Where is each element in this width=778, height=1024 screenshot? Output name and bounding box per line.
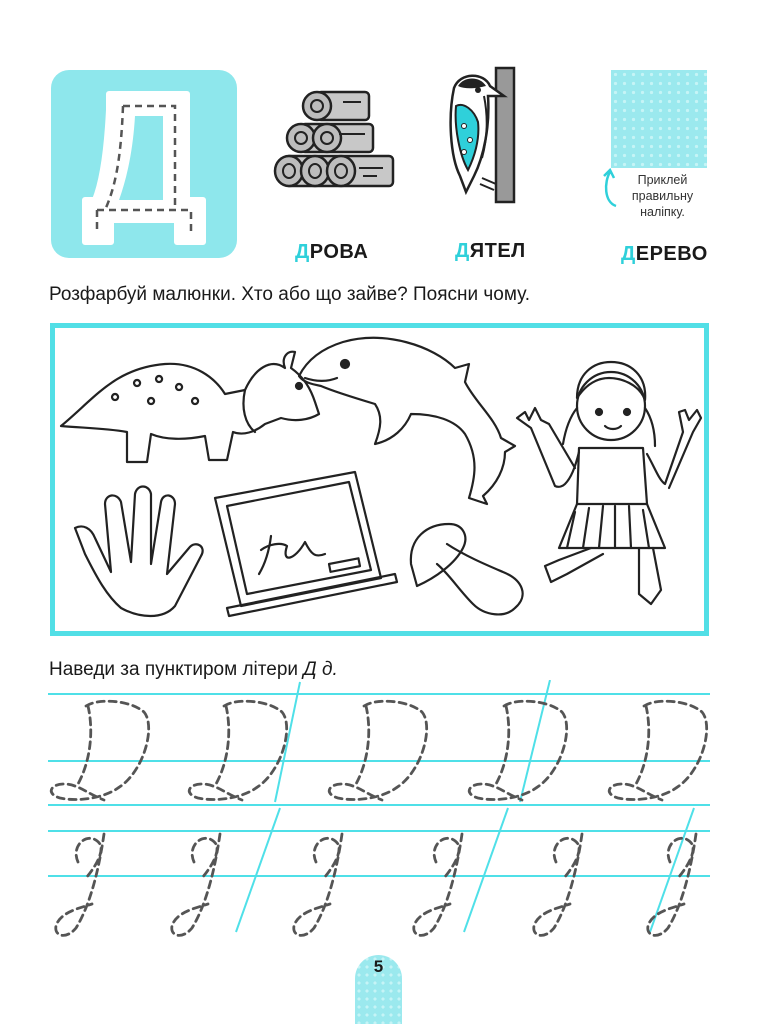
tracing-area	[0, 680, 778, 940]
trace-instruction	[49, 659, 338, 681]
trace-letters: Д д.	[303, 659, 338, 680]
word-first-letter: Д	[295, 241, 310, 263]
word-rest: ЯТЕЛ	[469, 240, 526, 262]
sticker-placeholder[interactable]	[611, 70, 707, 168]
coloring-pictures	[55, 328, 704, 631]
letter-tile	[51, 70, 237, 258]
color-task-instruction: Розфарбуй малюнки. Хто або що зайве? Поясни чому.	[49, 284, 531, 305]
page-number: 5	[373, 957, 384, 976]
word-first-letter: Д	[455, 240, 470, 262]
word-first-letter: Д	[621, 243, 636, 265]
word-diatel	[455, 240, 526, 263]
sticker-hint-line: наліпку.	[640, 205, 685, 219]
logs-picture	[273, 88, 397, 192]
word-rest: РОВА	[309, 241, 369, 263]
word-rest: ЕРЕВО	[635, 243, 708, 265]
sticker-hint-line: правильну	[631, 189, 694, 203]
sticker-hint-line: Приклей	[637, 173, 688, 187]
word-derevo	[621, 243, 708, 266]
girl-picture	[517, 362, 701, 604]
dolphin-picture	[299, 338, 515, 504]
trace-instruction-text: Наведи за пунктиром літери	[49, 659, 304, 680]
letter-d-outline	[51, 70, 237, 258]
hand-picture	[75, 487, 203, 617]
woodpecker-picture	[444, 66, 518, 206]
dinosaur-picture	[61, 352, 319, 462]
sticker-hint	[610, 172, 715, 220]
mushroom-picture	[411, 524, 523, 614]
word-drova	[295, 241, 368, 264]
chalkboard-picture	[215, 472, 397, 616]
